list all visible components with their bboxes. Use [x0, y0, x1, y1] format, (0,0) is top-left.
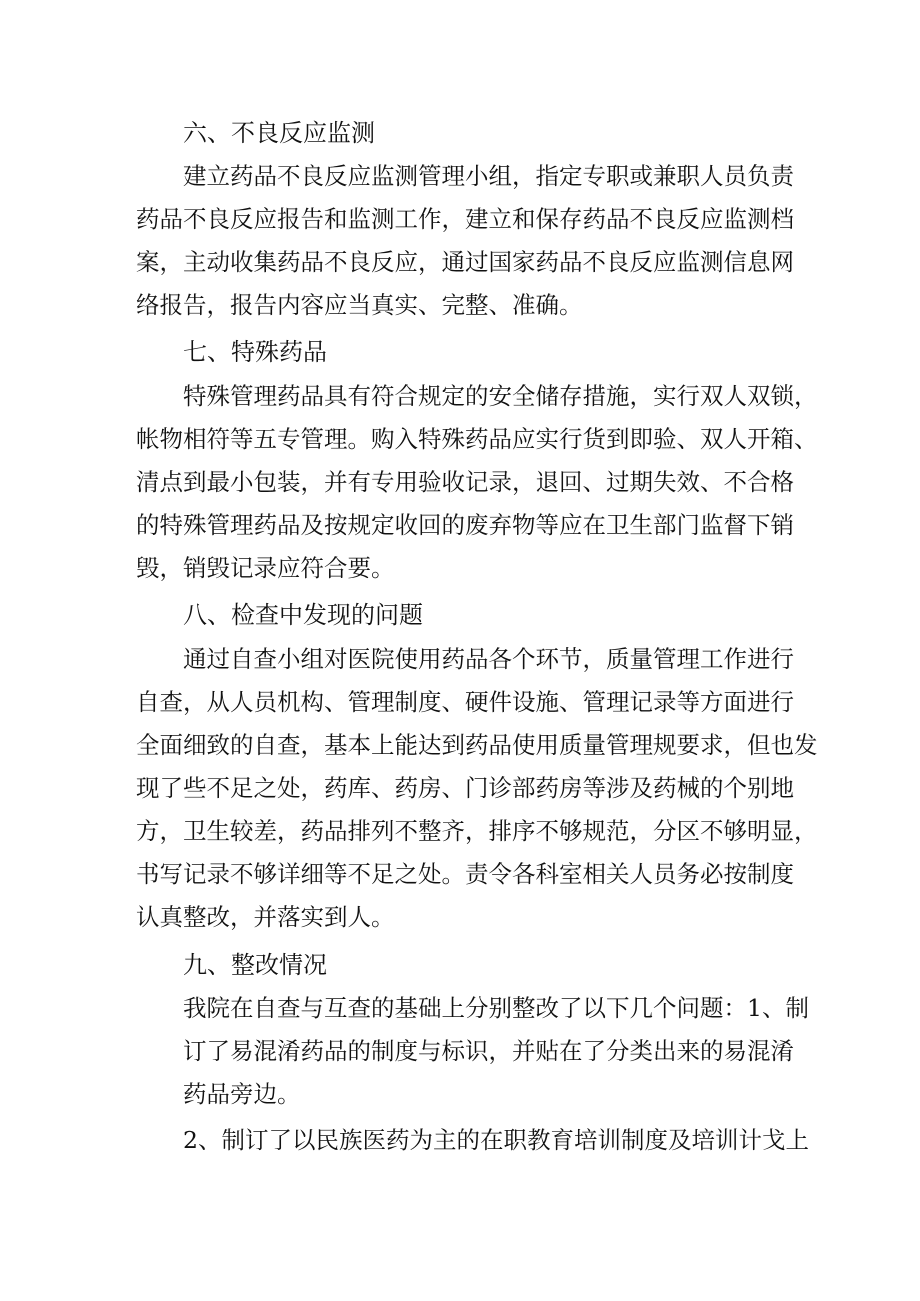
paragraph-line: 现了些不足之处，药库、药房、门诊部药房等涉及药械的个别地 — [136, 774, 794, 802]
paragraph-line: 特殊管理药品具有符合规定的安全储存措施，实行双人双锁， — [183, 382, 818, 410]
paragraph-line: 帐物相符等五专管理。购入特殊药品应实行货到即验、双人开箱、 — [136, 425, 818, 453]
paragraph-line: 订了易混淆药品的制度与标识，并贴在了分类出来的易混淆 — [183, 1037, 794, 1065]
paragraph-line: 清点到最小包装，并有专用验收记录，退回、过期失效、不合格 — [136, 468, 794, 496]
section-heading-6: 六、不良反应监测 — [183, 119, 375, 147]
paragraph-line: 络报告，报告内容应当真实、完整、准确。 — [136, 291, 583, 319]
paragraph-line: 方，卫生较差，药品排列不整齐，排序不够规范，分区不够明显， — [136, 817, 818, 845]
paragraph-line: 认真整改，并落实到人。 — [136, 903, 395, 931]
paragraph-line: 书写记录不够详细等不足之处。责令各科室相关人员务必按制度 — [136, 860, 794, 888]
paragraph-line: 的特殊管理药品及按规定收回的废弃物等应在卫生部门监督下销 — [136, 511, 794, 539]
section-heading-9: 九、整改情况 — [183, 951, 327, 979]
paragraph-line: 案，主动收集药品不良反应，通过国家药品不良反应监测信息网 — [136, 248, 794, 276]
paragraph-line: 通过自查小组对医院使用药品各个环节，质量管理工作进行 — [183, 645, 794, 673]
paragraph-line: 自查，从人员机构、管理制度、硬件设施、管理记录等方面进行 — [136, 688, 794, 716]
paragraph-line: 我院在自查与互查的基础上分别整改了以下几个问题：1、制 — [183, 994, 809, 1022]
paragraph-line: 药品旁边。 — [183, 1080, 301, 1108]
paragraph-line: 建立药品不良反应监测管理小组，指定专职或兼职人员负责 — [183, 162, 794, 190]
section-heading-7: 七、特殊药品 — [183, 338, 327, 366]
paragraph-line: 毁，销毁记录应符合要。 — [136, 554, 395, 582]
section-heading-8: 八、检查中发现的问题 — [183, 601, 423, 629]
paragraph-line: 药品不良反应报告和监测工作，建立和保存药品不良反应监测档 — [136, 205, 794, 233]
paragraph-line-trailing: 2、制订了以民族医药为主的在职教育培训制度及培训计戈上 — [183, 1126, 809, 1154]
paragraph-line: 全面细致的自查，基本上能达到药品使用质量管理规要求，但也发 — [136, 731, 818, 759]
